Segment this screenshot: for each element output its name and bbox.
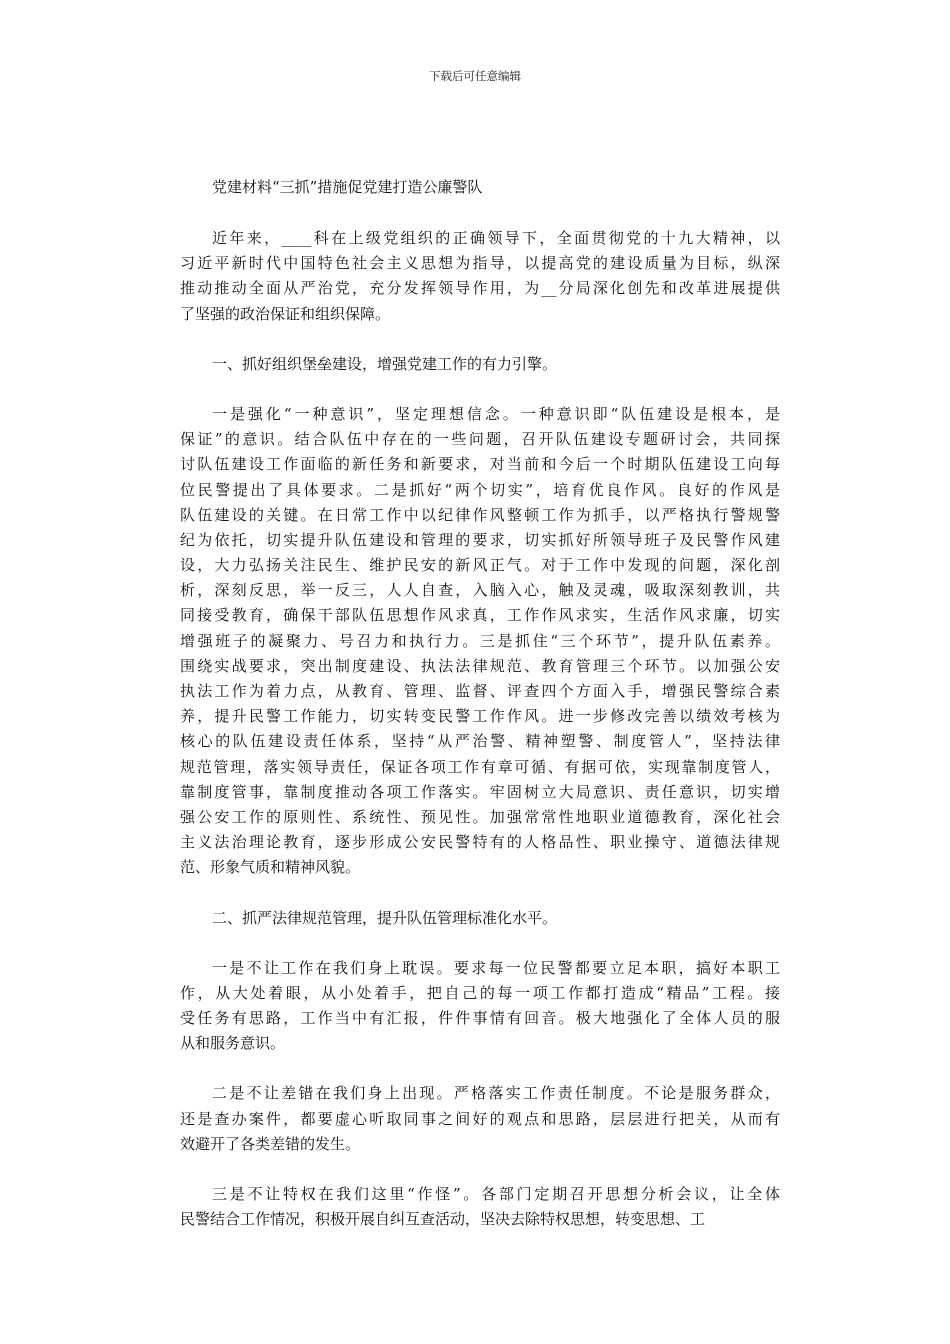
paragraph-line: 二是不让差错在我们身上出现。严格落实工作责任制度。不论是服务群众，: [212, 1084, 780, 1103]
body-paragraph: [180, 402, 780, 881]
paragraph-line: 增强班子的凝聚力、号召力和执行力。三是抓住“三个环节”，提升队伍素养。: [180, 631, 780, 650]
page-header-note: 下载后可任意编辑: [429, 69, 521, 83]
paragraph-line: 队伍建设的关键。在日常工作中以纪律作风整顿工作为抓手，以严格执行警规警: [180, 505, 780, 524]
paragraph-line: 三是不让特权在我们这里“作怪”。各部门定期召开思想分析会议，让全体: [212, 1185, 780, 1203]
paragraph-line: 推动推动全面从严治党，充分发挥领导作用，为__分局深化创先和改革进展提供: [180, 279, 780, 298]
paragraph-line: 一、抓好组织堡垒建设，增强党建工作的有力引擎。: [212, 354, 558, 373]
paragraph-line: 作，从大处着眼，从小处着手，把自己的每一项工作都打造成“精品”工程。接: [180, 983, 780, 1002]
paragraph-line: 范、形象气质和精神风貌。: [180, 858, 361, 877]
paragraph-line: 养，提升民警工作能力，切实转变民警工作作风。进一步修改完善以绩效考核为: [180, 707, 780, 726]
paragraph-line: 讨队伍建设工作面临的新任务和新要求，对当前和今后一个时期队伍建设工向每: [180, 455, 780, 474]
paragraph-line: 位民警提出了具体要求。二是抓好“两个切实”，培育优良作风。良好的作风是: [180, 480, 780, 499]
paragraph-line: 纪为依托，切实提升队伍建设和管理的要求，切实抓好所领导班子及民警作风建: [180, 530, 780, 549]
paragraph-line: 析，深刻反思，举一反三，人人自查，入脑入心，触及灵魂，吸取深刻教训，共: [180, 581, 780, 600]
paragraph-line: 一是不让工作在我们身上耽误。要求每一位民警都要立足本职，搞好本职工: [212, 958, 780, 977]
paragraph-line: 同接受教育，确保干部队伍思想作风求真，工作作风求实，生活作风求廉，切实: [180, 606, 780, 625]
paragraph-line: 了坚强的政治保证和组织保障。: [180, 304, 391, 323]
paragraph-line: 主义法治理论教育，逐步形成公安民警特有的人格品性、职业操守、道德法律规: [180, 833, 780, 852]
paragraph-line: 受任务有思路，工作当中有汇报，件件事情有回音。极大地强化了全体人员的服: [180, 1009, 780, 1028]
paragraph-line: 一是强化“一种意识”，坚定理想信念。一种意识即“队伍建设是根本，是: [212, 404, 780, 423]
paragraph-line: 规范管理，落实领导责任，保证各项工作有章可循、有据可依，实现靠制度管人，: [180, 757, 780, 776]
paragraph-line: 核心的队伍建设责任体系，坚持“从严治警、精神塑警、制度管人”，坚持法律: [180, 732, 780, 751]
paragraph-line: 从和服务意识。: [180, 1034, 286, 1053]
paragraph-line: 执法工作为着力点，从教育、管理、监督、评查四个方面入手，增强民警综合素: [180, 682, 780, 700]
paragraph-line: 靠制度管事，靠制度推动各项工作落实。牢固树立大局意识、责任意识，切实增: [180, 782, 780, 801]
body-paragraph: [180, 956, 780, 1057]
body-paragraph: [180, 226, 780, 327]
paragraph-line: 还是查办案件，都要虚心听取同事之间好的观点和思路，层层进行把关，从而有: [180, 1109, 780, 1128]
body-paragraph: [180, 1081, 780, 1157]
body-paragraph: [180, 906, 780, 931]
paragraph-line: 保证”的意识。结合队伍中存在的一些问题，召开队伍建设专题研讨会，共同探: [180, 430, 780, 449]
paragraph-line: 效避开了各类差错的发生。: [180, 1134, 361, 1153]
paragraph-line: 设，大力弘扬关注民生、维护民安的新风正气。对于工作中发现的问题，深化剖: [180, 556, 780, 575]
paragraph-line: 近年来，____科在上级党组织的正确领导下，全面贯彻党的十九大精神，以: [212, 229, 780, 247]
document-body: [180, 226, 780, 1257]
paragraph-line: 民警结合工作情况，积极开展自纠互查活动，坚决去除特权思想，转变思想、工: [180, 1210, 706, 1229]
paragraph-line: 强公安工作的原则性、系统性、预见性。加强常常性地职业道德教育，深化社会: [180, 807, 780, 826]
paragraph-line: 围绕实战要求，突出制度建设、执法法律规范、教育管理三个环节。以加强公安: [180, 656, 780, 675]
paragraph-line: 二、抓严法律规范管理，提升队伍管理标准化水平。: [212, 908, 558, 927]
paragraph-line: 习近平新时代中国特色社会主义思想为指导，以提高党的建设质量为目标，纵深: [180, 254, 780, 273]
body-paragraph: [180, 1182, 780, 1232]
document-title: 党建材料“三抓”措施促党建打造公廉警队: [212, 178, 483, 196]
body-paragraph: [180, 352, 780, 377]
